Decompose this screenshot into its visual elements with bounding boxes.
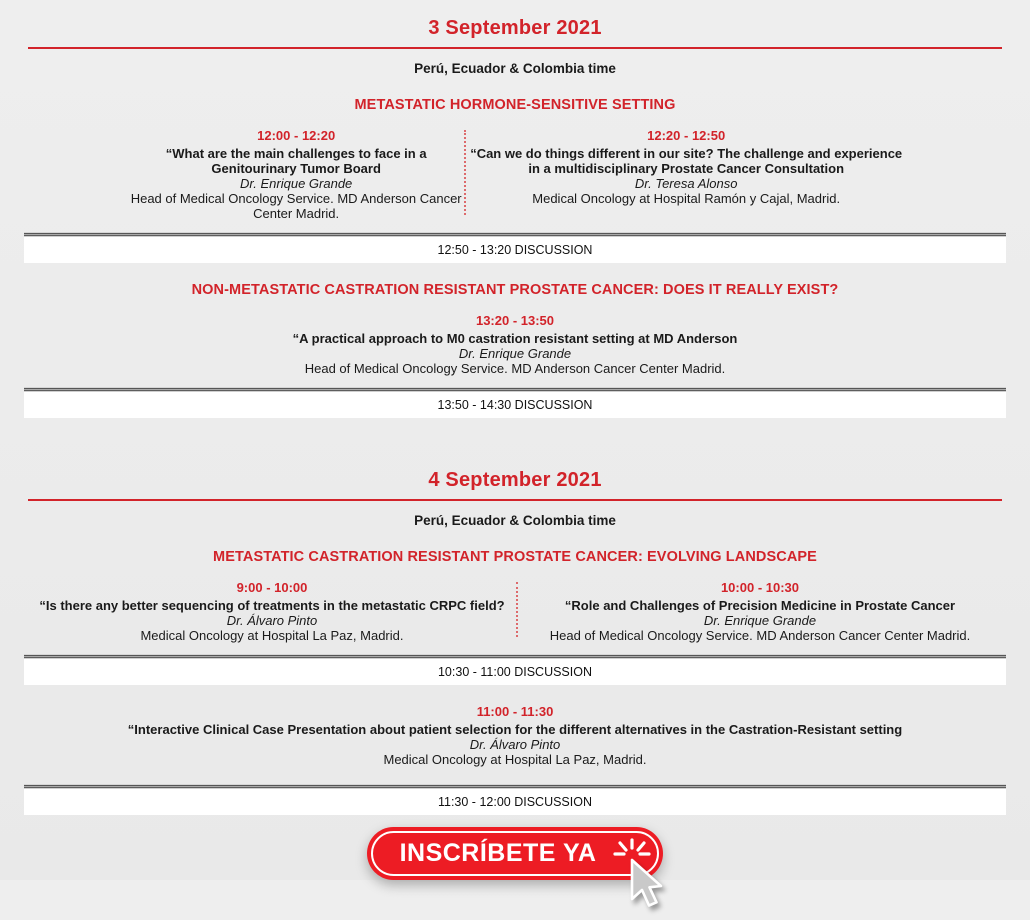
session-card: [28, 704, 1002, 767]
session-speaker: Dr. Teresa Alonso: [634, 176, 738, 191]
session-title: “What are the main challenges to face in a Genitourinary Tumor Board: [165, 146, 427, 176]
session-affiliation: Head of Medical Oncology Service. MD Anderson Cancer Center Madrid.: [304, 361, 726, 376]
session-time: 11:00 - 11:30: [476, 704, 554, 719]
discussion-bar: [24, 387, 1006, 418]
red-divider: [28, 499, 1002, 501]
session-title: “Can we do things different in our site? The challenge and experience in a multidisciplinary Prostate Cancer Consultation: [470, 146, 903, 176]
red-divider: [28, 47, 1002, 49]
session-time: 13:20 - 13:50: [475, 313, 555, 328]
session-card: [466, 128, 1002, 221]
session-card: [28, 128, 464, 221]
session-speaker: Dr. Álvaro Pinto: [226, 613, 318, 628]
session-title: “Interactive Clinical Case Presentation about patient selection for the different alternatives in the Castration-Resistant setting: [127, 722, 903, 737]
session-title: “A practical approach to M0 castration resistant setting at MD Anderson: [292, 331, 738, 346]
section-heading-mcrpc: METASTATIC CASTRATION RESISTANT PROSTATE CANCER: EVOLVING LANDSCAPE: [213, 549, 817, 565]
session-title: “Role and Challenges of Precision Medicine in Prostate Cancer: [564, 598, 956, 613]
session-card: [28, 580, 516, 643]
session-speaker: Dr. Enrique Grande: [703, 613, 817, 628]
discussion-label: 11:30 - 12:00 DISCUSSION: [24, 789, 1006, 815]
timezone-note: Perú, Ecuador & Colombia time: [414, 61, 616, 76]
session-card: [28, 313, 1002, 376]
session-speaker: Dr. Álvaro Pinto: [469, 737, 561, 752]
register-button[interactable]: INSCRÍBETE YA: [367, 827, 663, 880]
session-affiliation: Medical Oncology at Hospital La Paz, Madrid.: [383, 752, 647, 767]
timezone-note: Perú, Ecuador & Colombia time: [414, 513, 616, 528]
discussion-bar: [24, 232, 1006, 263]
session-time: 10:00 - 10:30: [720, 580, 800, 595]
session-title: “Is there any better sequencing of treatments in the metastatic CRPC field?: [39, 598, 505, 613]
discussion-label: 10:30 - 11:00 DISCUSSION: [24, 659, 1006, 685]
session-affiliation: Medical Oncology at Hospital La Paz, Madrid.: [140, 628, 404, 643]
discussion-bar: [24, 784, 1006, 815]
day-1-agenda: [0, 17, 1030, 418]
session-speaker: Dr. Enrique Grande: [458, 346, 572, 361]
session-card: [518, 580, 1002, 643]
cta-area: [0, 827, 1030, 880]
discussion-label: 13:50 - 14:30 DISCUSSION: [24, 392, 1006, 418]
session-affiliation: Head of Medical Oncology Service. MD Anderson Cancer Center Madrid.: [130, 191, 462, 221]
session-row: [28, 580, 1002, 643]
session-affiliation: Head of Medical Oncology Service. MD Anderson Cancer Center Madrid.: [549, 628, 971, 643]
section-heading-mhs: METASTATIC HORMONE-SENSITIVE SETTING: [354, 97, 676, 113]
discussion-bar: [24, 654, 1006, 685]
session-time: 9:00 - 10:00: [236, 580, 308, 595]
session-time: 12:20 - 12:50: [647, 128, 726, 143]
day-2-title: 4 September 2021: [428, 469, 602, 491]
section-heading-nmcrpc: NON-METASTATIC CASTRATION RESISTANT PROSTATE CANCER: DOES IT REALLY EXIST?: [191, 282, 839, 298]
session-time: 12:00 - 12:20: [257, 128, 336, 143]
session-affiliation: Medical Oncology at Hospital Ramón y Cajal, Madrid.: [532, 191, 841, 206]
session-row: [28, 128, 1002, 221]
day-2-agenda: [0, 469, 1030, 815]
discussion-label: 12:50 - 13:20 DISCUSSION: [24, 237, 1006, 263]
session-speaker: Dr. Enrique Grande: [240, 176, 353, 191]
day-1-title: 3 September 2021: [428, 17, 602, 39]
